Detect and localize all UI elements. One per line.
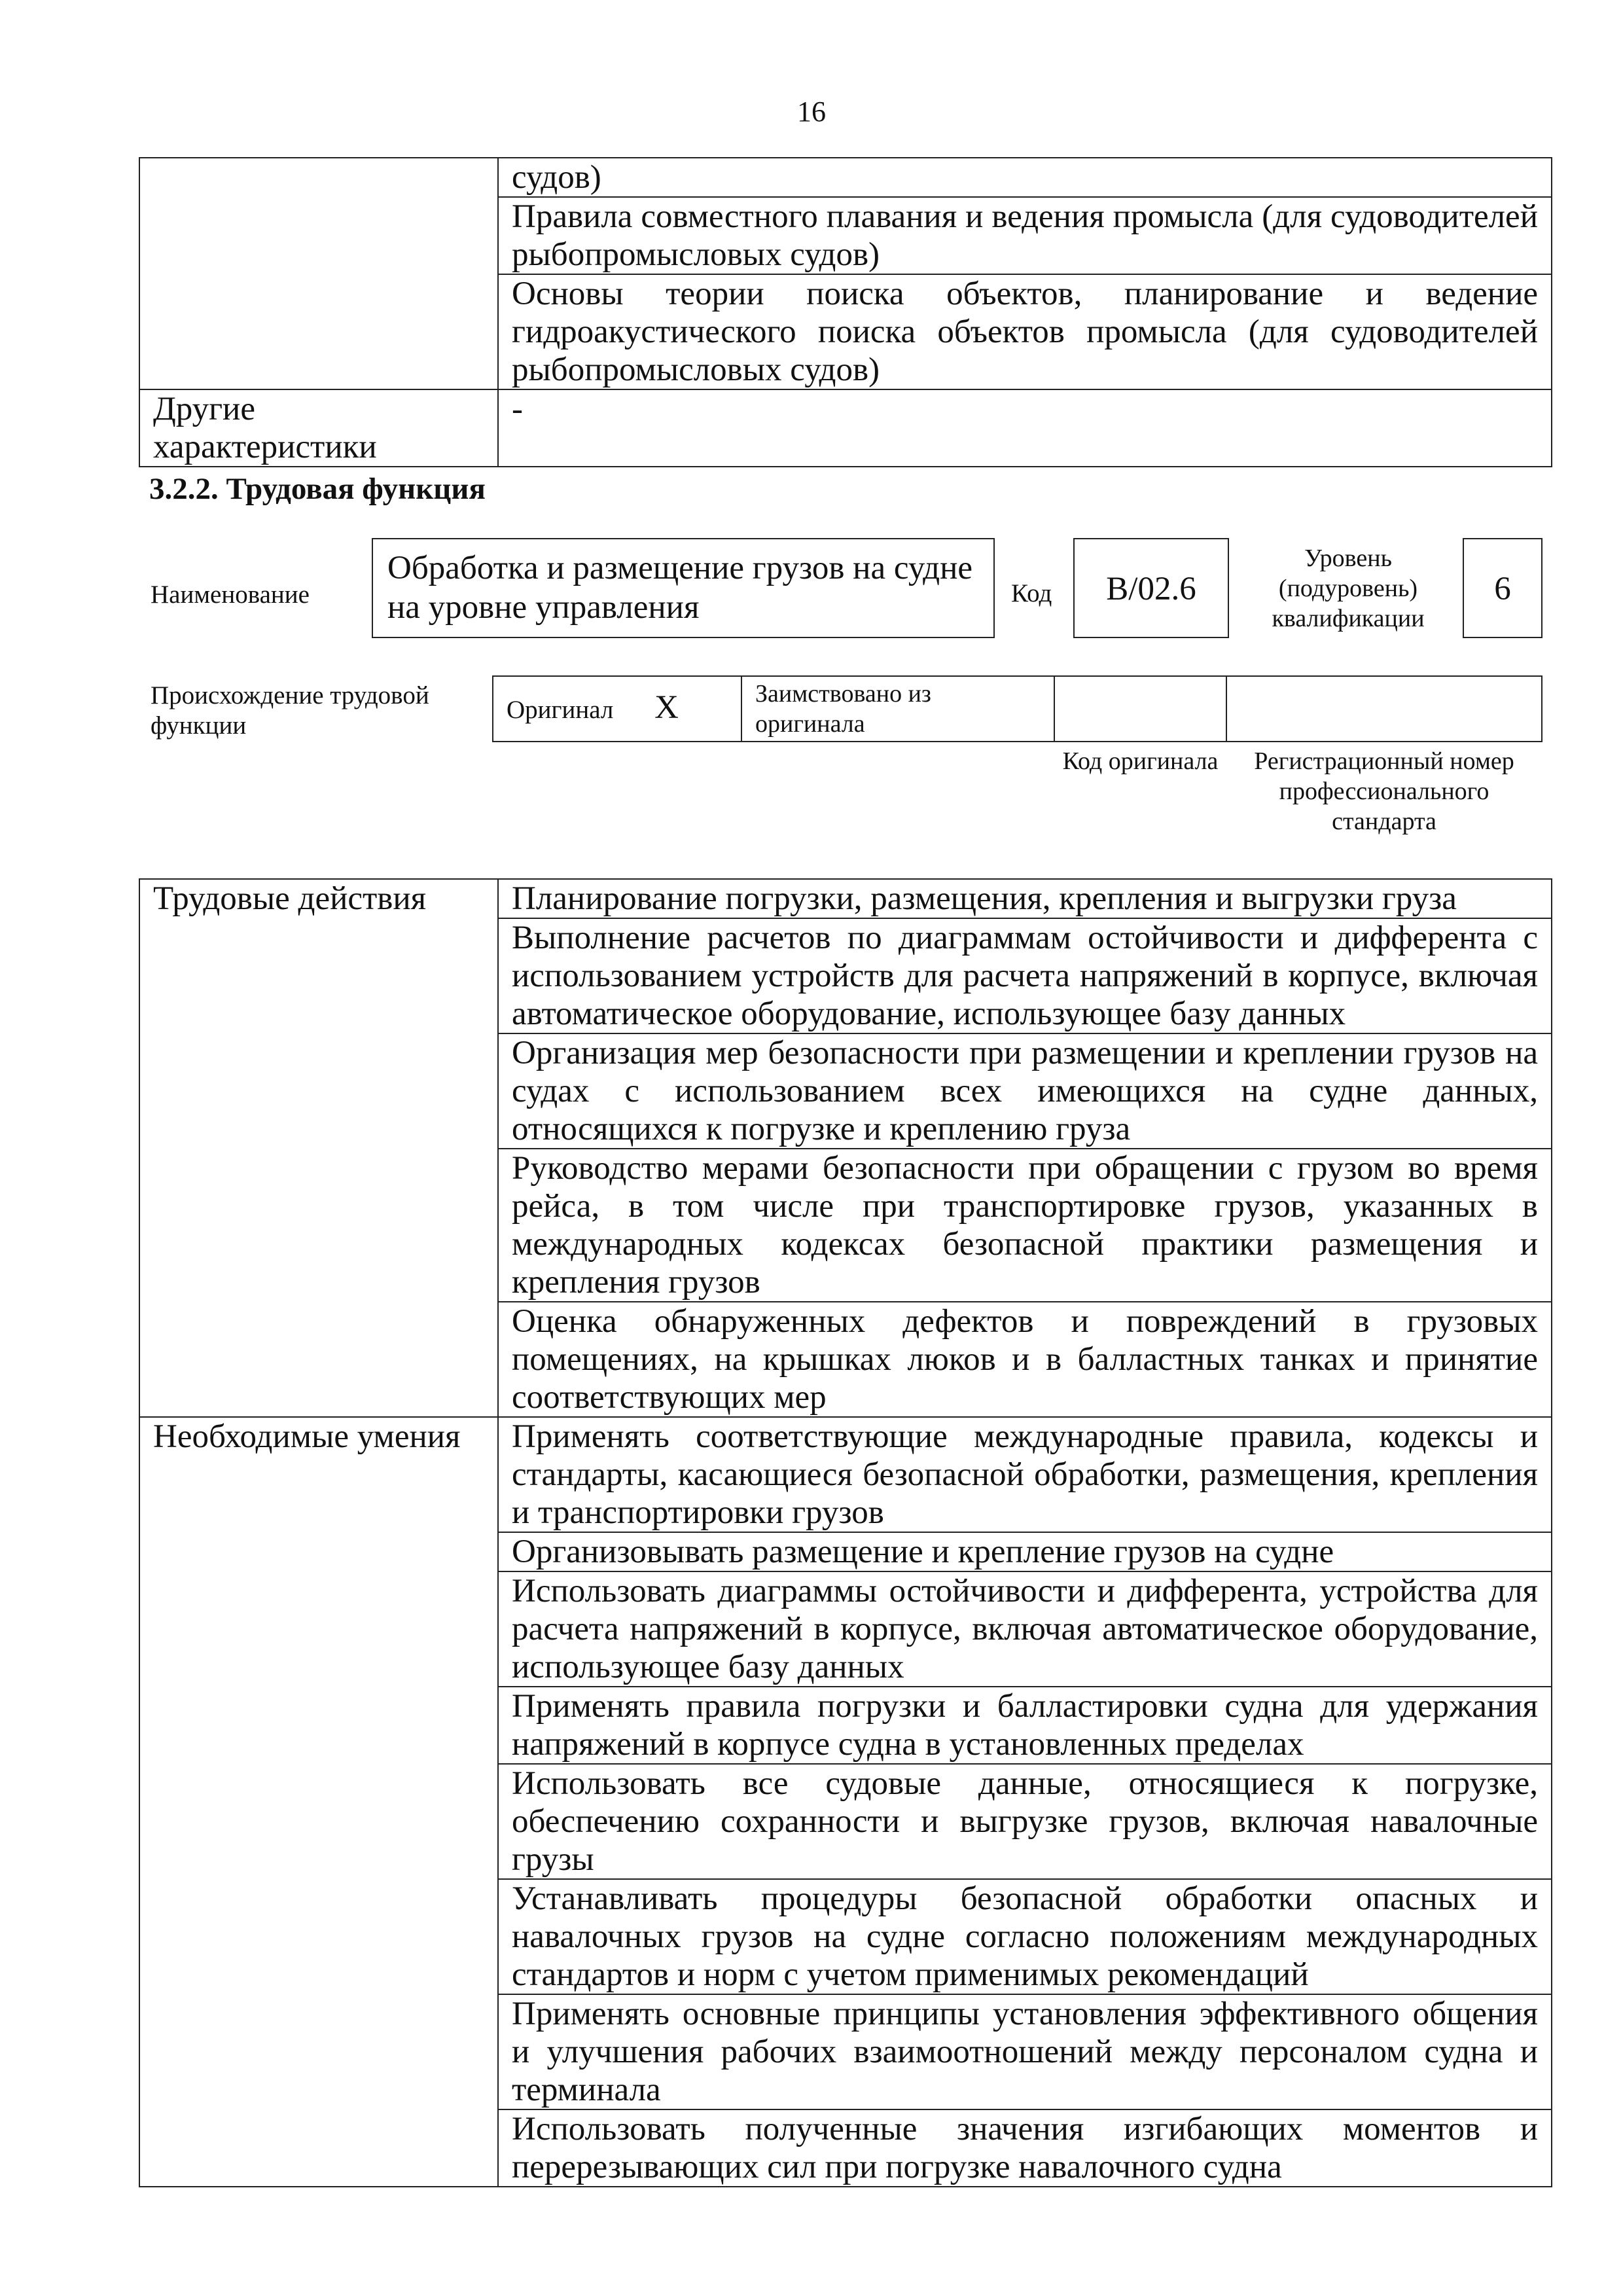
origin-label: Происхождение трудовой функции <box>151 681 429 740</box>
required-skills-label: Необходимые умения <box>139 1417 498 2187</box>
required-skill-item: Применять соответствующие международные правила, кодексы и стандарты, касающиеся безопасной обработки, размещения, крепления и транспортировки грузов <box>498 1417 1552 1532</box>
labor-action-item: Оценка обнаруженных дефектов и повреждений в грузовых помещениях, на крышках люков и в балластных танках и принятие соответствующих мер <box>498 1302 1552 1417</box>
labor-actions-label: Трудовые действия <box>139 879 498 1417</box>
other-characteristics-label: Другие характеристики <box>139 389 498 467</box>
level-value: 6 <box>1494 571 1511 607</box>
page-number: 16 <box>797 96 826 128</box>
required-skill-item: Применять основные принципы установления эффективного общения и улучшения рабочих взаимоотношений между персоналом судна и терминала <box>498 1994 1552 2109</box>
code-box <box>1073 538 1229 638</box>
original-code-caption: Код оригинала <box>1062 747 1219 775</box>
labor-action-item: Выполнение расчетов по диаграммам остойчивости и дифферента с использованием устройств для расчета напряжений в корпусе, включая автоматическое оборудование, использующее базу данных <box>498 918 1552 1033</box>
required-skill-item: Использовать диаграммы остойчивости и дифферента, устройства для расчета напряжений в корпусе, включая автоматическое оборудование, использующее базу данных <box>498 1571 1552 1687</box>
original-code-cell <box>1054 676 1226 742</box>
labor-action-item: Планирование погрузки, размещения, крепления и выгрузки груза <box>498 879 1552 918</box>
top-table-cell: Основы теории поиска объектов, планирование и ведение гидроакустического поиска объектов промысла (для судоводителей рыбопромысловых судов) <box>498 274 1552 389</box>
origin-table <box>492 675 1543 742</box>
borrowed-label: Заимствовано из оригинала <box>741 676 1054 742</box>
required-skill-item: Использовать все судовые данные, относящиеся к погрузке, обеспечению сохранности и выгрузке грузов, включая навалочные грузы <box>498 1764 1552 1879</box>
required-skill-item: Применять правила погрузки и балластировки судна для удержания напряжений в корпусе судна в установленных пределах <box>498 1687 1552 1764</box>
name-label: Наименование <box>151 581 310 609</box>
required-skill-item: Организовывать размещение и крепление грузов на судне <box>498 1532 1552 1571</box>
section-title: 3.2.2. Трудовая функция <box>149 472 486 506</box>
top-table-cell: Правила совместного плавания и ведения промысла (для судоводителей рыбопромысловых судов) <box>498 197 1552 274</box>
original-mark: X <box>654 689 679 726</box>
registration-number-caption: Регистрационный номер профессионального стандарта <box>1254 747 1514 835</box>
top-table-cell: судов) <box>498 158 1552 197</box>
function-name-box <box>372 538 995 638</box>
function-name-value: Обработка и размещение грузов на судне на уровне управления <box>387 550 972 626</box>
top-table-blank-cell <box>139 158 498 389</box>
code-label: Код <box>1011 579 1052 607</box>
other-characteristics-value: - <box>498 389 1552 467</box>
qualification-level-label: Уровень (подуровень) квалификации <box>1272 545 1425 632</box>
original-label: Оригинал <box>507 696 614 724</box>
main-table <box>139 878 1552 2187</box>
required-skill-item: Устанавливать процедуры безопасной обработки опасных и навалочных грузов на судне согласно положениям международных стандартов и норм с учетом применимых рекомендаций <box>498 1879 1552 1994</box>
registration-number-cell <box>1226 676 1542 742</box>
labor-action-item: Руководство мерами безопасности при обращении с грузом во время рейса, в том числе при транспортировке грузов, указанных в международных кодексах безопасной практики размещения и крепления грузов <box>498 1149 1552 1302</box>
level-box <box>1463 538 1543 638</box>
top-table <box>139 157 1552 467</box>
code-value: B/02.6 <box>1106 571 1196 607</box>
required-skill-item: Использовать полученные значения изгибающих моментов и перерезывающих сил при погрузке навалочного судна <box>498 2109 1552 2187</box>
labor-action-item: Организация мер безопасности при размещении и креплении грузов на судах с использованием всех имеющихся на судне данных, относящихся к погрузке и креплению груза <box>498 1033 1552 1149</box>
